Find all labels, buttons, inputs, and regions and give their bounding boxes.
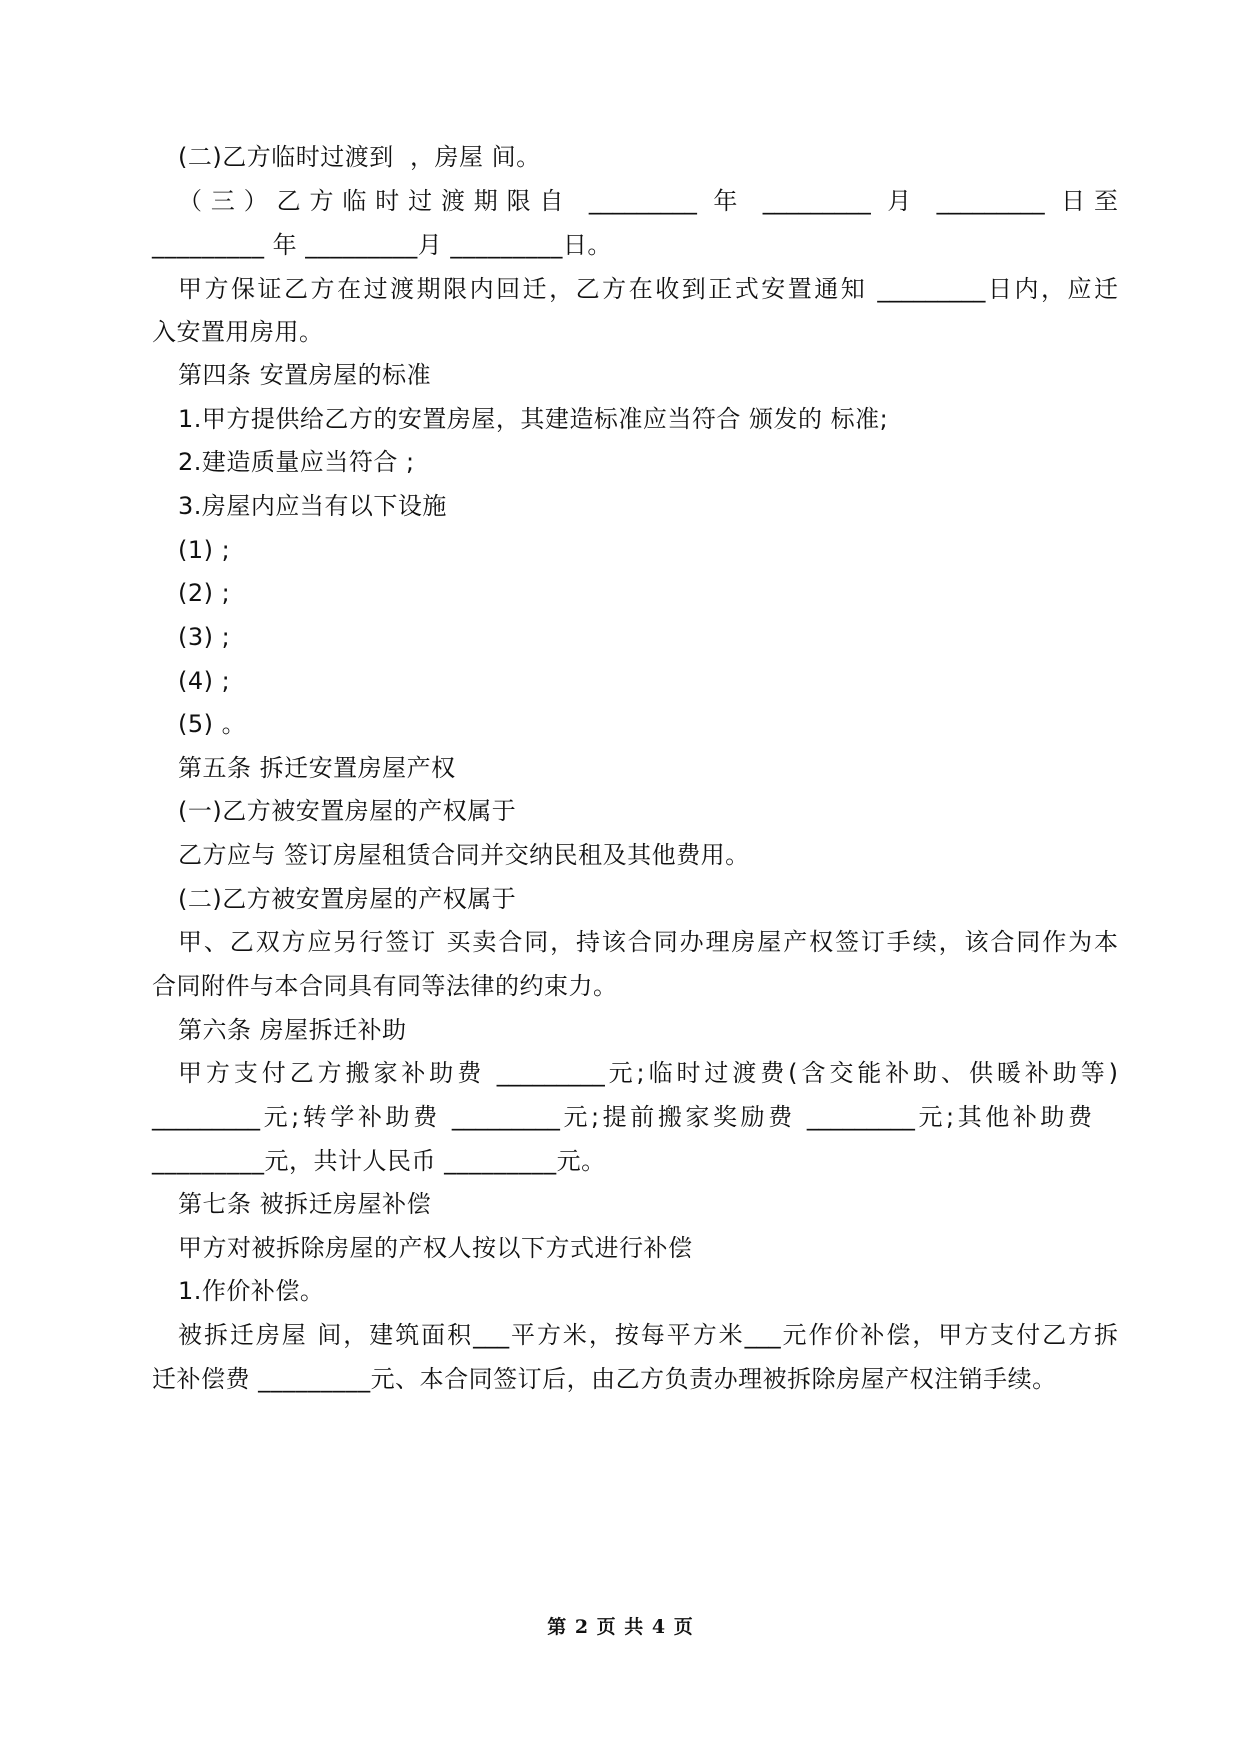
text-line: (二)乙方被安置房屋的产权属于	[178, 885, 517, 913]
text-line: 1.作价补偿。	[178, 1277, 325, 1305]
list-item: (3) ;	[178, 623, 231, 651]
text-line: 甲方保证乙方在过渡期限内回迁，乙方在收到正式安置通知 _________日内，应迁	[178, 275, 1118, 303]
text-line: 3.房屋内应当有以下设施	[178, 492, 447, 520]
text-line: 1.甲方提供给乙方的安置房屋，其建造标准应当符合 颁发的 标准;	[178, 405, 889, 433]
text-line: 被拆迁房屋 间，建筑面积___平方米，按每平方米___元作价补偿，甲方支付乙方拆	[178, 1321, 1118, 1349]
text-line: 甲、乙双方应另行签订 买卖合同，持该合同办理房屋产权签订手续，该合同作为本	[178, 928, 1118, 956]
text-line: _________ 年 _________月 _________日。	[152, 231, 612, 259]
text-line: _________元，共计人民币 _________元。	[152, 1147, 606, 1175]
text-line: 甲方支付乙方搬家补助费 _________元;临时过渡费(含交能补助、供暖补助等)	[178, 1059, 1118, 1087]
text-line: 合同附件与本合同具有同等法律的约束力。	[152, 972, 618, 1000]
list-item: (5) 。	[178, 710, 247, 738]
text-line: _________元;转学补助费 _________元;提前搬家奖励费 _________元;其他补助费	[152, 1103, 1092, 1131]
list-item: (4) ;	[178, 667, 231, 695]
text-line: 乙方应与 签订房屋租赁合同并交纳民租及其他费用。	[178, 841, 750, 869]
text-line: (一)乙方被安置房屋的产权属于	[178, 797, 517, 825]
page-number-footer: 第 2 页 共 4 页	[547, 1616, 694, 1638]
list-item: (1) ;	[178, 536, 231, 564]
section-heading: 第六条 房屋拆迁补助	[178, 1016, 407, 1044]
text-line: 2.建造质量应当符合 ;	[178, 448, 415, 476]
text-line: 迁补偿费 _________元、本合同签订后，由乙方负责办理被拆除房屋产权注销手续。	[152, 1365, 1057, 1393]
section-heading: 第四条 安置房屋的标准	[178, 361, 432, 389]
list-item: (2) ;	[178, 579, 231, 607]
text-line: （三）乙方临时过渡期限自 _________ 年 _________ 月 _________ 日至	[178, 187, 1118, 215]
section-heading: 第七条 被拆迁房屋补偿	[178, 1190, 432, 1218]
text-line: (二)乙方临时过渡到 ，房屋 间。	[178, 143, 541, 171]
section-heading: 第五条 拆迁安置房屋产权	[178, 754, 456, 782]
text-line: 入安置用房用。	[152, 318, 324, 346]
text-line: 甲方对被拆除房屋的产权人按以下方式进行补偿	[178, 1234, 693, 1262]
